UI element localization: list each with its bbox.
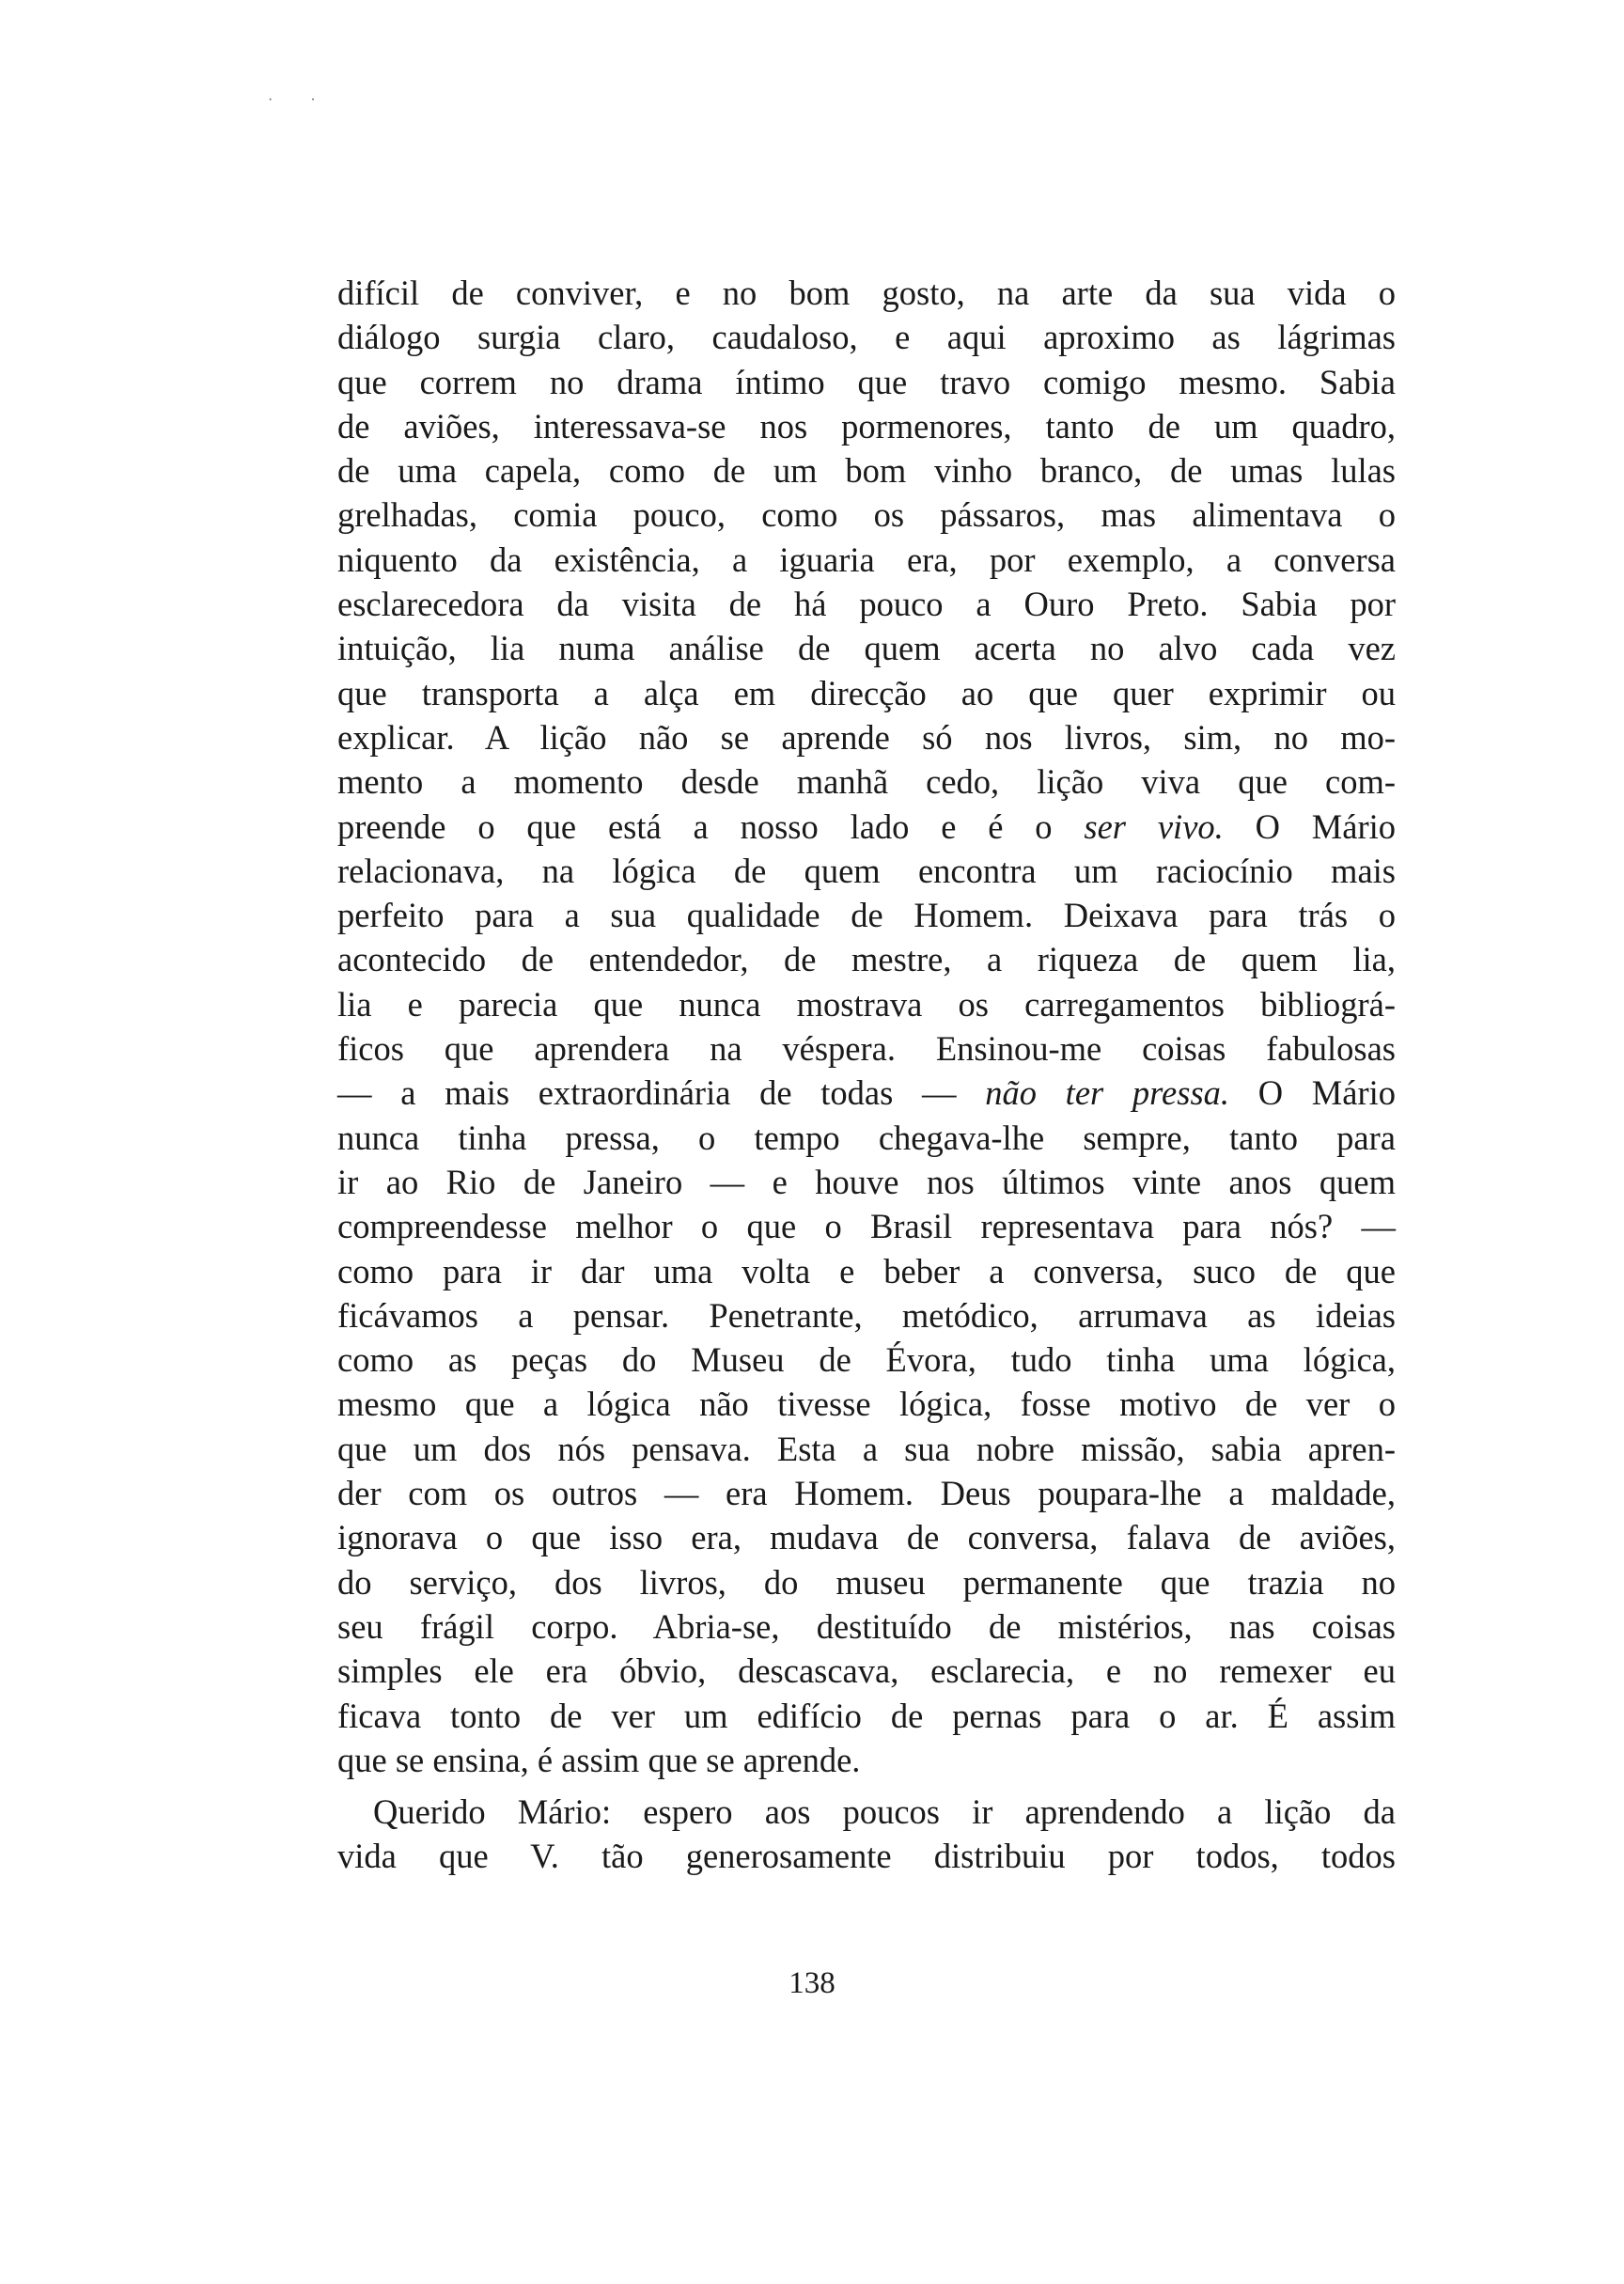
text-line [337, 626, 1396, 670]
text-line [337, 1790, 1396, 1834]
text-segment: relacionava, na lógica de quem encontra um raciocínio mais [337, 851, 1396, 890]
body-text [337, 271, 1396, 1879]
text-line [337, 982, 1396, 1026]
text-segment: acontecido de entendedor, de mestre, a riqueza de quem lia, [337, 940, 1396, 979]
text-line [337, 671, 1396, 715]
text-line [337, 493, 1396, 537]
text-segment: mesmo que a lógica não tivesse lógica, fosse motivo de ver o [337, 1384, 1396, 1424]
text-segment: de aviões, interessava-se nos pormenores, tanto de um quadro, [337, 406, 1396, 446]
text-line [337, 538, 1396, 582]
text-segment: O Mário [1229, 1073, 1396, 1113]
scan-specks: · · [268, 92, 333, 108]
text-line [337, 715, 1396, 759]
text-line [337, 1738, 1396, 1782]
text-segment: como as peças do Museu de Évora, tudo tinha uma lógica, [337, 1340, 1396, 1380]
text-segment: lia e parecia que nunca mostrava os carregamentos bibliográ- [337, 984, 1396, 1024]
text-line [337, 1116, 1396, 1160]
text-segment: explicar. A lição não se aprende só nos livros, sim, no mo- [337, 717, 1396, 757]
text-segment: esclarecedora da visita de há pouco a Ouro Preto. Sabia por [337, 585, 1396, 624]
text-line [337, 1471, 1396, 1515]
text-segment: que um dos nós pensava. Esta a sua nobre missão, sabia apren- [337, 1429, 1396, 1468]
text-segment: do serviço, dos livros, do museu permanente que trazia no [337, 1562, 1396, 1602]
text-line [337, 271, 1396, 315]
text-line [337, 1604, 1396, 1649]
text-line [337, 1649, 1396, 1693]
paragraph [337, 271, 1396, 1782]
text-segment: seu frágil corpo. Abria-se, destituído de mistérios, nas coisas [337, 1606, 1396, 1646]
text-segment: que correm no drama íntimo que travo comigo mesmo. Sabia [337, 362, 1396, 401]
text-segment: grelhadas, comia pouco, como os pássaros, mas alimentava o [337, 495, 1396, 535]
italic-text: ser vivo. [1084, 806, 1224, 846]
text-line [337, 404, 1396, 448]
text-line [337, 1834, 1396, 1878]
text-line [337, 759, 1396, 804]
italic-text: não ter pressa. [985, 1073, 1230, 1113]
text-segment: ficávamos a pensar. Penetrante, metódico, arrumava as ideias [337, 1295, 1396, 1335]
paragraph-gap [337, 1782, 1396, 1790]
text-segment: Querido Mário: espero aos poucos ir aprendendo a lição da [373, 1792, 1396, 1832]
text-line [337, 582, 1396, 626]
text-line [337, 1204, 1396, 1248]
text-line [337, 805, 1396, 849]
page-number: 138 [789, 1966, 835, 2000]
text-line [337, 1249, 1396, 1293]
text-line [337, 1515, 1396, 1559]
text-segment: intuição, lia numa análise de quem acerta no alvo cada vez [337, 629, 1396, 668]
text-line [337, 360, 1396, 404]
text-segment: der com os outros — era Homem. Deus poupara-lhe a maldade, [337, 1474, 1396, 1513]
text-line [337, 1160, 1396, 1204]
text-segment: que transporta a alça em direcção ao que quer exprimir ou [337, 673, 1396, 712]
text-segment: ficava tonto de ver um edifício de pernas para o ar. É assim [337, 1696, 1396, 1735]
text-segment: nunca tinha pressa, o tempo chegava-lhe sempre, tanto para [337, 1118, 1396, 1157]
text-line [337, 1560, 1396, 1604]
text-line [337, 1338, 1396, 1382]
text-segment: que se ensina, é assim que se aprende. [337, 1740, 861, 1779]
text-line [337, 1382, 1396, 1426]
text-segment: vida que V. tão generosamente distribuiu por todos, todos [337, 1837, 1396, 1876]
text-segment: niquento da existência, a iguaria era, por exemplo, a conversa [337, 540, 1396, 579]
text-line [337, 1071, 1396, 1115]
text-line [337, 849, 1396, 893]
text-line [337, 1427, 1396, 1471]
text-segment: ficos que aprendera na véspera. Ensinou-me coisas fabulosas [337, 1029, 1396, 1069]
text-segment: simples ele era óbvio, descascava, esclarecia, e no remexer eu [337, 1651, 1396, 1691]
text-line [337, 1694, 1396, 1738]
text-line [337, 893, 1396, 937]
text-line [337, 1026, 1396, 1071]
text-segment: ignorava o que isso era, mudava de conversa, falava de aviões, [337, 1518, 1396, 1557]
text-segment: como para ir dar uma volta e beber a conversa, suco de que [337, 1251, 1396, 1291]
text-segment: ir ao Rio de Janeiro — e houve nos últimos vinte anos quem [337, 1162, 1396, 1201]
text-segment: preende o que está a nosso lado e é o [337, 806, 1085, 846]
text-segment: difícil de conviver, e no bom gosto, na arte da sua vida o [337, 274, 1396, 312]
text-line [337, 1293, 1396, 1338]
text-segment: mento a momento desde manhã cedo, lição viva que com- [337, 762, 1396, 802]
text-line [337, 448, 1396, 493]
text-segment: compreendesse melhor o que o Brasil representava para nós? — [337, 1207, 1396, 1246]
text-segment: de uma capela, como de um bom vinho branco, de umas lulas [337, 451, 1396, 491]
text-line [337, 315, 1396, 359]
text-segment: — a mais extraordinária de todas — [337, 1073, 986, 1113]
text-line [337, 937, 1396, 981]
text-segment: perfeito para a sua qualidade de Homem. Deixava para trás o [337, 896, 1396, 935]
text-segment: diálogo surgia claro, caudaloso, e aqui aproximo as lágrimas [337, 318, 1396, 357]
paragraph [337, 1790, 1396, 1879]
text-segment: O Mário [1223, 806, 1397, 846]
